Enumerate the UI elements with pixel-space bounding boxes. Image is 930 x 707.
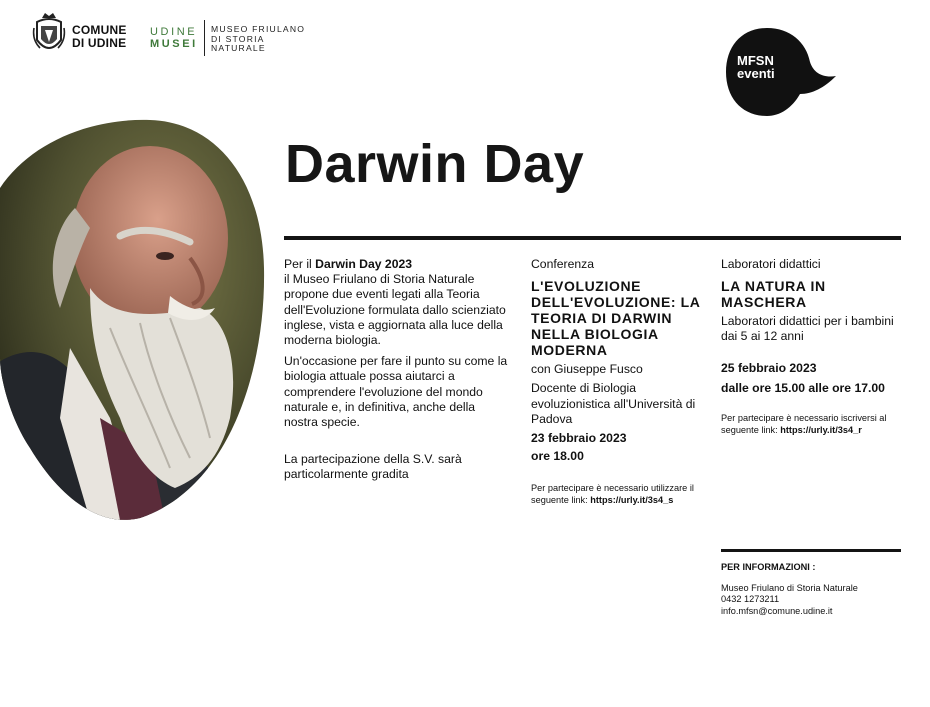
conference-speaker: con Giuseppe Fusco <box>531 362 643 377</box>
udine-musei-logo: UDINE MUSEI <box>150 26 198 50</box>
darwin-portrait-image <box>0 118 266 520</box>
conference-speaker-role: Docente di Biologia evoluzionistica all'Università di Padova <box>531 381 696 426</box>
event-title: Darwin Day <box>285 134 585 194</box>
darwin-day-2023-label: Darwin Day 2023 <box>315 257 413 271</box>
info-email[interactable]: info.mfsn@comune.udine.it <box>721 605 833 616</box>
workshop-time: dalle ore 15.00 alle ore 17.00 <box>721 380 885 395</box>
workshop-date: 25 febbraio 2023 <box>721 360 817 375</box>
conference-date: 23 febbraio 2023 <box>531 431 627 446</box>
workshop-description: Laboratori didattici per i bambini dai 5 ai 12 anni <box>721 314 894 344</box>
intro-paragraph-2: Un'occasione per fare il punto su come la biologia attuale possa aiutarci a comprendere l'evoluzione del mondo naturale e, in definitiva, anche della nostra specie. <box>284 354 508 430</box>
info-phone: 0432 1273211 <box>721 594 780 605</box>
logo-divider <box>204 20 205 56</box>
conference-column <box>531 257 711 506</box>
conference-time: ore 18.00 <box>531 449 584 464</box>
workshop-title: LA NATURA IN MASCHERA <box>721 278 826 311</box>
conference-category: Conferenza <box>531 257 595 271</box>
comune-di-udine-crest-logo <box>32 10 66 58</box>
title-divider <box>284 236 901 240</box>
intro-paragraph-1: Per il Darwin Day 2023 il Museo Friulano di Storia Naturale propone due eventi legati alla Teoria dell'Evoluzione formulata dallo scienziato inglese, vista e aggiornata alla luce della moderna biologia. <box>284 257 506 348</box>
info-block <box>721 562 911 617</box>
mfsn-eventi-label: MFSN eventi <box>737 53 775 81</box>
workshop-column <box>721 257 903 436</box>
comune-di-udine-logo-text: COMUNE DI UDINE <box>72 23 127 50</box>
conference-registration-note: Per partecipare è necessario utilizzare il seguente link: https://urly.it/3s4_s <box>531 483 694 506</box>
workshop-registration-link[interactable]: https://urly.it/3s4_r <box>780 425 862 436</box>
museo-friulano-logo-text: MUSEO FRIULANO DI STORIA NATURALE <box>211 24 306 54</box>
workshop-category: Laboratori didattici <box>721 257 821 271</box>
workshop-registration-note: Per partecipare è necessario iscriversi al seguente link: https://urly.it/3s4_r <box>721 413 887 436</box>
intro-paragraph-3: La partecipazione della S.V. sarà particolarmente gradita <box>284 452 462 482</box>
conference-title: L'EVOLUZIONE DELL'EVOLUZIONE: LA TEORIA DI DARWIN NELLA BIOLOGIA MODERNA <box>531 278 700 359</box>
info-divider <box>721 549 901 552</box>
info-heading: PER INFORMAZIONI : <box>721 562 816 572</box>
info-museum-name: Museo Friulano di Storia Naturale <box>721 583 858 594</box>
intro-column <box>284 257 512 489</box>
conference-registration-link[interactable]: https://urly.it/3s4_s <box>590 495 674 506</box>
